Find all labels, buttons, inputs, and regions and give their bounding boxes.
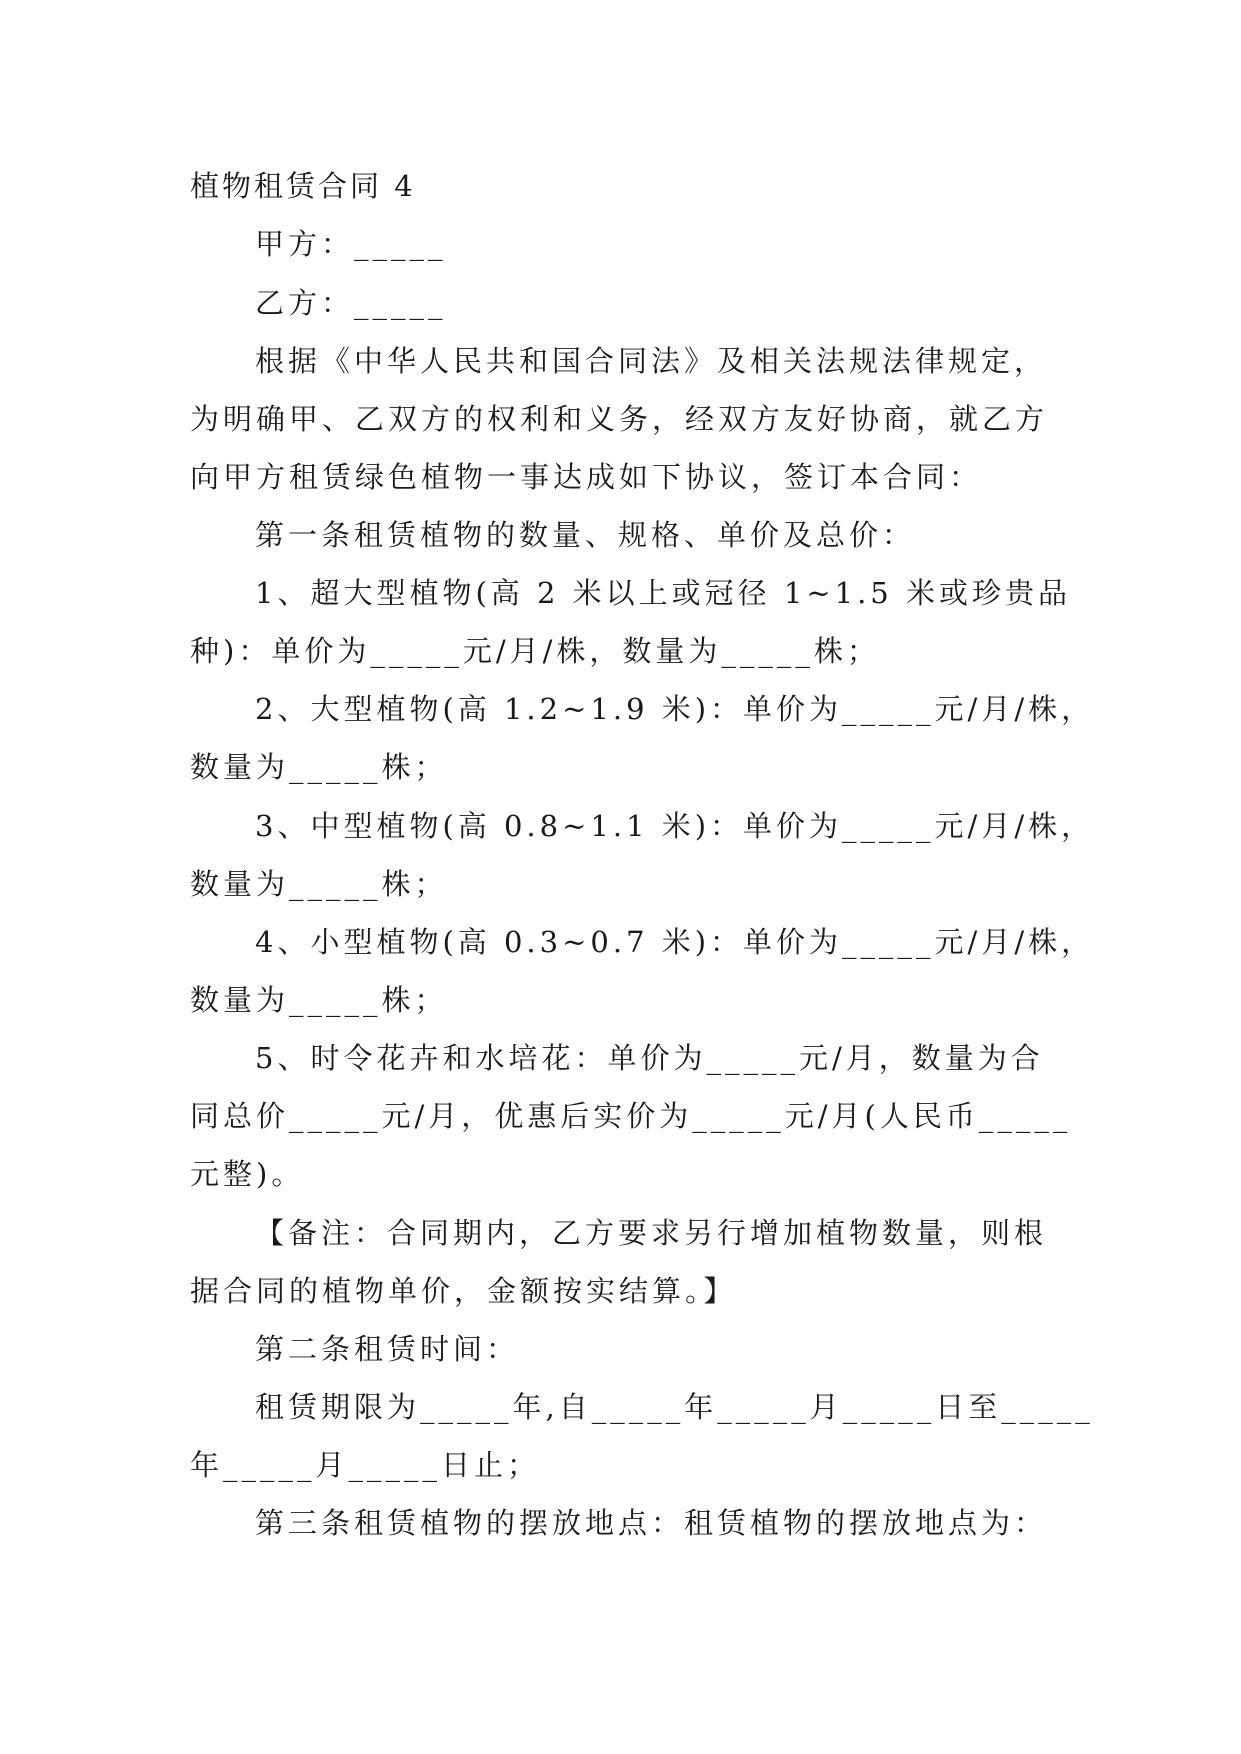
item-4-line-1: 4、小型植物(高 0.3~0.7 米)：单价为_____元/月/株， bbox=[255, 925, 1095, 959]
document-title: 植物租赁合同 4 bbox=[190, 169, 416, 203]
article-1-heading: 第一条租赁植物的数量、规格、单价及总价： bbox=[255, 518, 916, 552]
item-5-line-3: 元整)。 bbox=[190, 1157, 305, 1191]
item-4-line-2: 数量为_____株； bbox=[190, 983, 448, 1017]
party-b-line: 乙方：_____ bbox=[255, 286, 447, 320]
item-1-line-2: 种)：单价为_____元/月/株，数量为_____株； bbox=[190, 634, 880, 668]
preamble-line-1: 根据《中华人民共和国合同法》及相关法规法律规定， bbox=[255, 344, 1048, 378]
article-2-heading: 第二条租赁时间： bbox=[255, 1332, 520, 1366]
item-3-line-2: 数量为_____株； bbox=[190, 867, 448, 901]
item-5-line-1: 5、时令花卉和水培花：单价为_____元/月，数量为合 bbox=[255, 1041, 1044, 1075]
remark-line-1: 【备注：合同期内，乙方要求另行增加植物数量，则根 bbox=[255, 1216, 1048, 1250]
remark-line-2: 据合同的植物单价，金额按实结算。】 bbox=[190, 1274, 737, 1308]
item-1-line-1: 1、超大型植物(高 2 米以上或冠径 1~1.5 米或珍贵品 bbox=[255, 576, 1071, 610]
item-3-line-1: 3、中型植物(高 0.8~1.1 米)：单价为_____元/月/株， bbox=[255, 809, 1095, 843]
preamble-line-3: 向甲方租赁绿色植物一事达成如下协议，签订本合同： bbox=[190, 460, 983, 494]
lease-term-line-2: 年_____月_____日止； bbox=[190, 1448, 541, 1482]
item-5-line-2: 同总价_____元/月，优惠后实价为_____元/月(人民币_____ bbox=[190, 1099, 1072, 1133]
item-2-line-1: 2、大型植物(高 1.2~1.9 米)：单价为_____元/月/株， bbox=[255, 692, 1095, 726]
item-2-line-2: 数量为_____株； bbox=[190, 750, 448, 784]
article-3-heading: 第三条租赁植物的摆放地点：租赁植物的摆放地点为： bbox=[255, 1506, 1048, 1540]
party-a-line: 甲方：_____ bbox=[255, 227, 447, 261]
lease-term-line-1: 租赁期限为_____年,自_____年_____月_____日至_____ bbox=[255, 1390, 1094, 1424]
preamble-line-2: 为明确甲、乙双方的权利和义务，经双方友好协商，就乙方 bbox=[190, 402, 1049, 436]
